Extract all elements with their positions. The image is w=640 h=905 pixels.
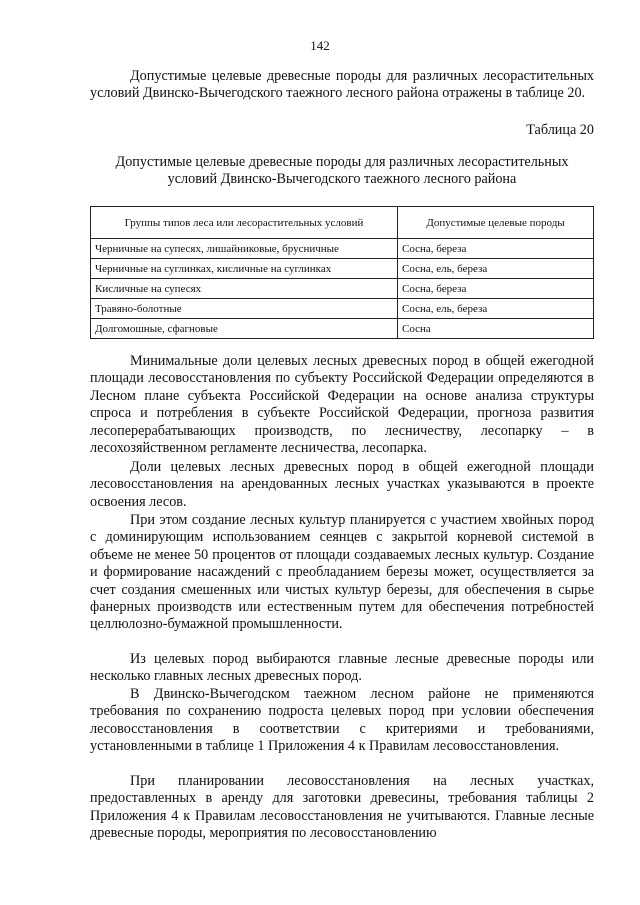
- body-paragraph: При этом создание лесных культур планируется с участием хвойных пород с доминирующим использованием сеянцев с закрытой корневой системой в объеме не менее 50 процентов от площади создаваемых лесных культур. Создание и формирование насаждений с преобладанием березы может, осуществляется за счет создания смешенных или чистых культур березы, для обеспечения в сырье фанерных производств или естественным путем для обеспечения потребностей целлюлозно-бумажной промышленности.: [90, 512, 594, 633]
- table-cell: Долгомошные, сфагновые: [91, 319, 398, 339]
- table-row: [91, 239, 594, 259]
- body-paragraph: Доли целевых лесных древесных пород в общей ежегодной площади лесовосстановления на арендованных лесных участках указываются в проекте освоения лесов.: [90, 459, 594, 510]
- column-header: Группы типов леса или лесорастительных условий: [91, 207, 398, 239]
- intro-paragraph: Допустимые целевые древесные породы для различных лесорастительных условий Двинско-Вычегодского таежного лесного района отражены в таблице 20.: [90, 68, 594, 102]
- table-cell: Сосна: [398, 319, 594, 339]
- table-row: [91, 299, 594, 319]
- table-cell: Сосна, ель, береза: [398, 299, 594, 319]
- table-title: Допустимые целевые древесные породы для различных лесорастительных условий Двинско-Вычегодского таежного лесного района: [115, 154, 569, 188]
- page-number: 142: [310, 38, 330, 53]
- table-cell: Травяно-болотные: [91, 299, 398, 319]
- column-header: Допустимые целевые породы: [398, 207, 594, 239]
- body-paragraph: Из целевых пород выбираются главные лесные древесные породы или несколько главных лесных древесных пород.: [90, 651, 594, 685]
- body-paragraph: При планировании лесовосстановления на лесных участках, предоставленных в аренду для заготовки древесины, требования таблицы 2 Приложения 4 к Правилам лесовосстановления не учитываются. Главные лесные древесные породы, мероприятия по лесовосстановлению: [90, 773, 594, 842]
- table-row: [91, 319, 594, 339]
- table-row: [91, 259, 594, 279]
- table-cell: Сосна, ель, береза: [398, 259, 594, 279]
- body-paragraph: Минимальные доли целевых лесных древесных пород в общей ежегодной площади лесовосстановления по субъекту Российской Федерации определяются в Лесном плане субъекта Российской Федерации на основе анализа структуры спроса и потребления в субъекте Российской Федерации, прогноза развития лесоперерабатывающих производств, по лесничеству, лесопарку – в лесохозяйственном регламенте лесничества, лесопарка.: [90, 353, 594, 457]
- species-table: [90, 206, 594, 339]
- table-cell: Сосна, береза: [398, 239, 594, 259]
- body-paragraph: В Двинско-Вычегодском таежном лесном районе не применяются требования по сохранению подроста целевых пород при условии обеспечения лесовосстановления в соответствии с критериями и требованиями, установленными в таблице 1 Приложения 4 к Правилам лесовосстановления.: [90, 686, 594, 755]
- table-row: [91, 279, 594, 299]
- table-cell: Сосна, береза: [398, 279, 594, 299]
- table-cell: Черничные на суглинках, кисличные на суглинках: [91, 259, 398, 279]
- table-cell: Черничные на супесях, лишайниковые, брусничные: [91, 239, 398, 259]
- table-header-row: [91, 207, 594, 239]
- table-cell: Кисличные на супесях: [91, 279, 398, 299]
- table-label: Таблица 20: [526, 122, 594, 138]
